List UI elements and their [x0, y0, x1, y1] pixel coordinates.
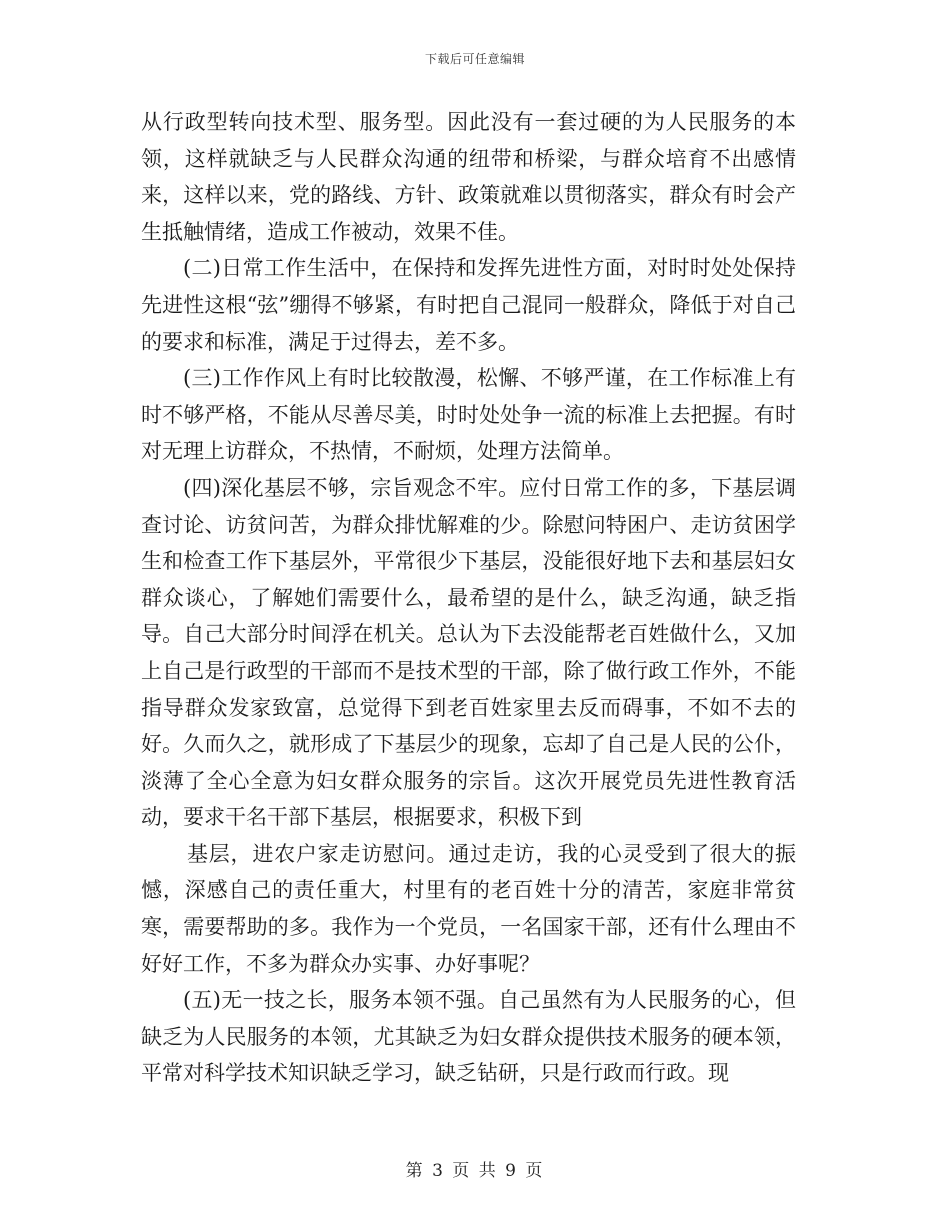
- page-footer: [0, 1156, 950, 1181]
- footer-prefix: 第: [405, 1161, 425, 1181]
- footer-current-page: 3: [432, 1161, 445, 1181]
- page-header: 下载后可任意编辑: [424, 52, 525, 66]
- paragraph-section-2: (二)日常工作生活中，在保持和发挥先进性方面，对时时处处保持先进性这根“弦”绷得不够紧，有时把自己混同一般群众，降低于对自己的要求和标准，满足于过得去，差不多。: [141, 256, 796, 354]
- paragraph-continuation: 从行政型转向技术型、服务型。因此没有一套过硬的为人民服务的本领，这样就缺乏与人民群众沟通的纽带和桥梁，与群众培育不出感情来，这样以来，党的路线、方针、政策就难以贯彻落实，群众有时会产生抵触情绪，造成工作被动，效果不佳。: [141, 110, 796, 244]
- paragraph-section-5: (五)无一技之长，服务本领不强。自己虽然有为人民服务的心，但缺乏为人民服务的本领，尤其缺乏为妇女群众提供技术服务的硬本领，平常对科学技术知识缺乏学习，缺乏钻研，只是行政而行政。现: [141, 988, 796, 1086]
- footer-middle: 页 共: [452, 1161, 498, 1181]
- footer-suffix: 页: [525, 1161, 545, 1181]
- paragraph-section-4: (四)深化基层不够，宗旨观念不牢。应付日常工作的多，下基层调查讨论、访贫问苦，为群众排忧解难的少。除慰问特困户、走访贫困学生和检查工作下基层外，平常很少下基层，没能很好地下去和基层妇女群众谈心，了解她们需要什么，最希望的是什么，缺乏沟通，缺乏指导。自己大部分时间浮在机关。总认为下去没能帮老百姓做什么，又加上自己是行政型的干部而不是技术型的干部，除了做行政工作外，不能指导群众发家致富，总觉得下到老百姓家里去反而碍事，不如不去的好。久而久之，就形成了下基层少的现象，忘却了自己是人民的公仆，淡薄了全心全意为妇女群众服务的宗旨。这次开展党员先进性教育活动，要求干名干部下基层，根据要求，积极下到: [141, 475, 796, 830]
- paragraph-section-3: (三)工作作风上有时比较散漫，松懈、不够严谨，在工作标准上有时不够严格，不能从尽善尽美，时时处处争一流的标准上去把握。有时对无理上访群众，不热情，不耐烦，处理方法简单。: [141, 366, 796, 464]
- paragraph-section-4-continued: 基层，进农户家走访慰问。通过走访，我的心灵受到了很大的振憾，深感自己的责任重大，村里有的老百姓十分的清苦，家庭非常贫寒，需要帮助的多。我作为一个党员，一名国家干部，还有什么理由不好好工作，不多为群众办实事、办好事呢？: [141, 841, 796, 976]
- document-body: [141, 104, 796, 1092]
- footer-total-pages: 9: [505, 1161, 518, 1181]
